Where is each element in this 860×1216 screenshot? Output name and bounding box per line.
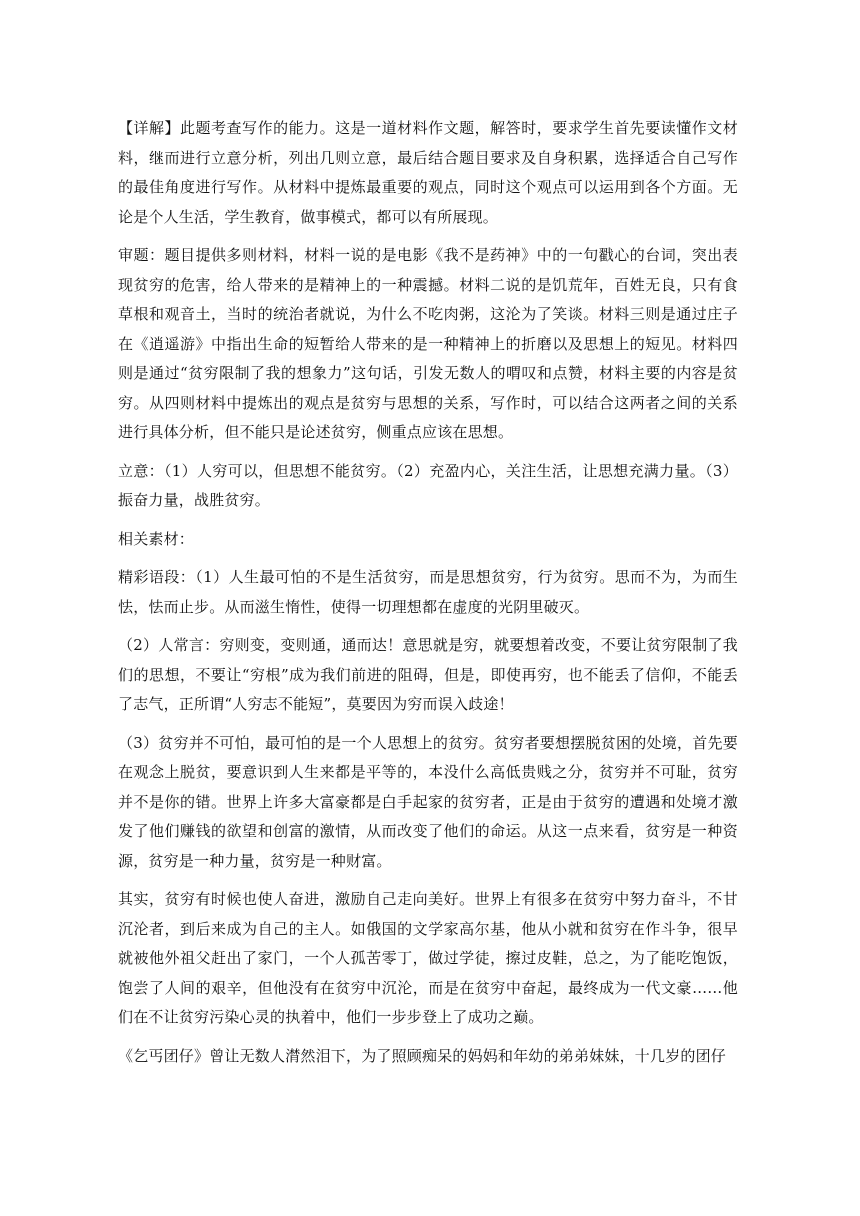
paragraph-beggar-tuanzai: 《乞丐团仔》曾让无数人潸然泪下，为了照顾痴呆的妈妈和年幼的弟弟妹妹，十几岁的团仔 — [118, 1046, 727, 1065]
paragraph-excerpt-1: 精彩语段：（1）人生最可怕的不是生活贫穷，而是思想贫穷，行为贫穷。思而不为，为而生怯，怯而止步。从而滋生惰性，使得一切理想都在虚度的光阴里破灭。 — [118, 568, 738, 616]
paragraph-theme-ideas: 立意：（1）人穷可以，但思想不能贫穷。（2）充盈内心，关注生活，让思想充满力量。（3）振奋力量，战胜贫穷。 — [118, 461, 738, 509]
paragraph-topic-review: 审题：题目提供多则材料，材料一说的是电影《我不是药神》中的一句戳心的台词，突出表现贫穷的危害，给人带来的是精神上的一种震撼。材料二说的是饥荒年，百姓无良，只有食草根和观音土，当时的统治者就说，为什么不吃肉粥，这沦为了笑谈。材料三则是通过庄子在《逍遥游》中指出生命的短暂给人带来的是一种精神上的折磨以及思想上的短见。材料四则是通过“贫穷限制了我的想象力”这句话，引发无数人的喟叹和点赞，材料主要的内容是贫穷。从四则材料中提炼出的观点是贫穷与思想的关系，写作时，可以结合这两者之间的关系进行具体分析，但不能只是论述贫穷，侧重点应该在思想。 — [118, 246, 738, 441]
document-page — [118, 114, 738, 1080]
paragraph-explanation: 【详解】此题考查写作的能力。这是一道材料作文题，解答时，要求学生首先要读懂作文材料，继而进行立意分析，列出几则立意，最后结合题目要求及自身积累，选择适合自己写作的最佳角度进行写作。从材料中提炼最重要的观点，同时这个观点可以运用到各个方面。无论是个人生活，学生教育，做事模式，都可以有所展现。 — [118, 119, 738, 226]
paragraph-excerpt-2: （2）人常言：穷则变，变则通，通而达！意思就是穷，就要想着改变，不要让贫穷限制了我们的思想，不要让“穷根”成为我们前进的阻碍，但是，即使再穷，也不能丢了信仰，不能丢了志气，正所谓“人穷志不能短”，莫要因为穷而误入歧途！ — [118, 636, 738, 713]
paragraph-gorky-example: 其实，贫穷有时候也使人奋进，激励自己走向美好。世界上有很多在贫穷中努力奋斗，不甘沉沦者，到后来成为自己的主人。如俄国的文学家高尔基，他从小就和贫穷在作斗争，很早就被他外祖父赶出了家门，一个人孤苦零丁，做过学徒，擦过皮鞋，总之，为了能吃饱饭，饱尝了人间的艰辛，但他没有在贫穷中沉沦，而是在贫穷中奋起，最终成为一代文豪……他们在不让贫穷污染心灵的执着中，他们一步步登上了成功之巅。 — [118, 890, 738, 1026]
paragraph-excerpt-3: （3）贫穷并不可怕，最可怕的是一个人思想上的贫穷。贫穷者要想摆脱贫困的处境，首先要在观念上脱贫，要意识到人生来都是平等的，本没什么高低贵贱之分，贫穷并不可耻，贫穷并不是你的错。世界上许多大富豪都是白手起家的贫穷者，正是由于贫穷的遭遇和处境才激发了他们赚钱的欲望和创富的激情，从而改变了他们的命运。从这一点来看，贫穷是一种资源，贫穷是一种力量，贫穷是一种财富。 — [118, 733, 738, 870]
paragraph-materials-heading: 相关素材： — [118, 529, 195, 548]
